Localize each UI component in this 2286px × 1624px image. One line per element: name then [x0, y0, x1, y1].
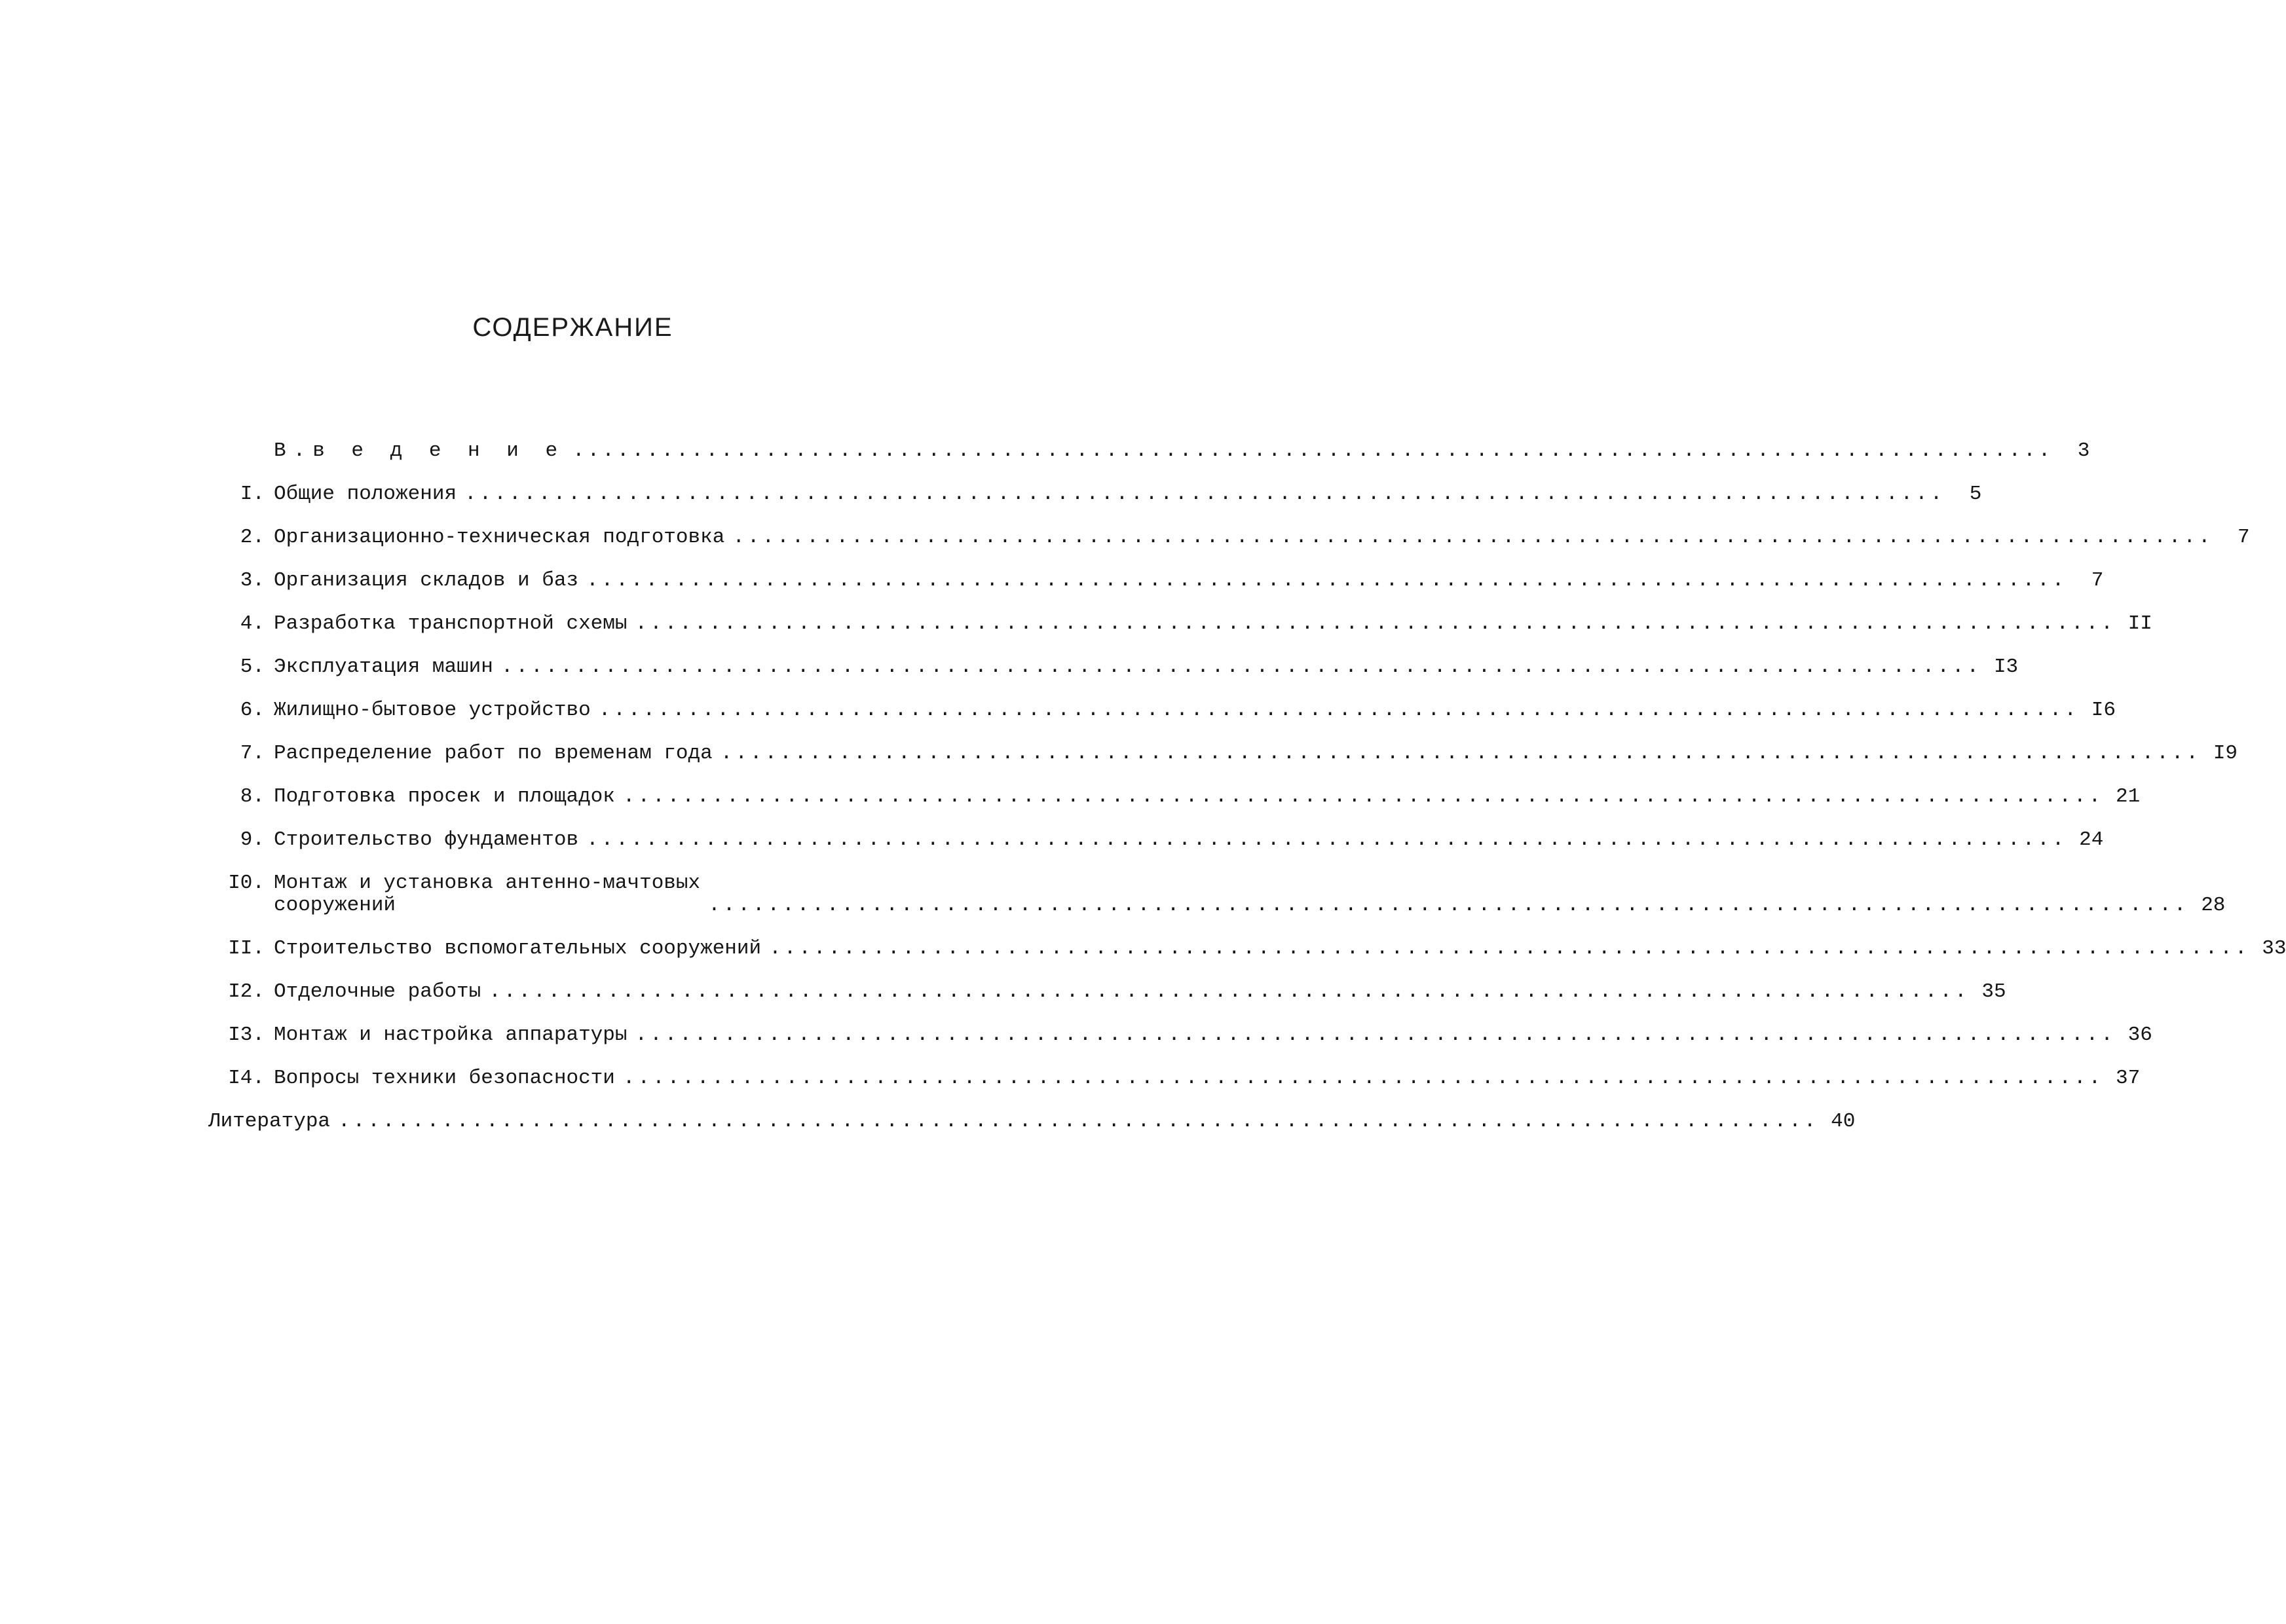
toc-entry-title: Отделочные работы — [274, 980, 481, 1003]
toc-leader-dots: .................................................................................................... — [635, 1024, 2116, 1046]
toc-leader-dots: .................................................................................................... — [464, 483, 1945, 506]
toc-leader-dots: .................................................................................................... — [586, 569, 2067, 592]
toc-entry-number: 5. — [240, 655, 265, 678]
toc-leader-dots: .................................................................................................... — [769, 937, 2250, 960]
toc-entry-title: Строительство фундаментов — [274, 828, 579, 851]
table-of-contents — [208, 419, 2286, 1133]
toc-entry-page: 33 — [2262, 937, 2286, 960]
toc-entry-title: Эксплуатация машин — [274, 655, 493, 678]
toc-leader-dots: .................................................................................................... — [500, 655, 1982, 678]
toc-entry-number: I4. — [228, 1067, 265, 1090]
toc-entry-page: 7 — [2238, 526, 2250, 549]
toc-entry-page: I6 — [2091, 699, 2116, 722]
toc-entry-title: В.в е д е н и е — [274, 439, 565, 462]
toc-entry-number: 8. — [240, 785, 265, 808]
toc-entry-number: I3. — [228, 1024, 265, 1046]
toc-entry-literature — [208, 1090, 1856, 1133]
toc-entry-title: Подготовка просек и площадок — [274, 785, 615, 808]
toc-leader-dots: .................................................................................................... — [489, 980, 1970, 1003]
toc-entry-title: Организационно-техническая подготовка — [274, 526, 725, 549]
toc-entry-number: I2. — [228, 980, 265, 1003]
toc-entry-title: Общие положения — [274, 483, 457, 506]
toc-leader-dots: .................................................................................................... — [338, 1110, 1819, 1133]
toc-entry-page: 7 — [2091, 569, 2104, 592]
toc-leader-dots: .................................................................................................... — [586, 828, 2067, 851]
toc-entry-6 — [208, 678, 2116, 722]
toc-entry-14 — [208, 1046, 2141, 1090]
toc-entry-page: 21 — [2115, 785, 2141, 808]
toc-entry-number: 4. — [240, 612, 265, 635]
toc-entry-5 — [208, 635, 2019, 678]
toc-entry-12 — [208, 960, 2006, 1003]
toc-entry-2 — [208, 506, 2250, 549]
toc-entry-1 — [208, 462, 1982, 506]
toc-entry-11 — [208, 917, 2286, 960]
toc-entry-3 — [208, 549, 2104, 592]
toc-entry-title: Монтаж и установка антенно-мачтовых — [274, 872, 701, 895]
toc-entry-page: I3 — [1993, 655, 2019, 678]
toc-entry-number: 2. — [240, 526, 265, 549]
toc-entry-title: Литература — [208, 1110, 331, 1133]
toc-entry-title: Строительство вспомогательных сооружений — [274, 937, 762, 960]
toc-entry-number: 9. — [240, 828, 265, 851]
toc-leader-dots: .................................................................................................... — [622, 785, 2104, 808]
toc-entry-page: 3 — [2077, 439, 2090, 462]
toc-entry-7 — [208, 722, 2238, 765]
toc-entry-page: 28 — [2201, 894, 2226, 917]
toc-entry-number: I. — [240, 483, 265, 506]
toc-entry-number: II. — [228, 937, 265, 960]
toc-entry-page: 36 — [2127, 1024, 2152, 1046]
toc-entry-introduction — [208, 419, 2090, 462]
toc-entry-number: 7. — [240, 742, 265, 765]
toc-leader-dots: .................................................................................................... — [635, 612, 2116, 635]
toc-leader-dots: .................................................................................................... — [622, 1067, 2104, 1090]
toc-entry-page: 37 — [2115, 1067, 2141, 1090]
toc-leader-dots: .................................................................................................... — [732, 526, 2213, 549]
toc-entry-page: 5 — [1969, 483, 1982, 506]
toc-entry-10 — [208, 851, 2226, 917]
toc-entry-page: II — [2127, 612, 2152, 635]
toc-entry-13 — [208, 1003, 2152, 1046]
toc-entry-title: Организация складов и баз — [274, 569, 579, 592]
toc-leader-dots: .................................................................................................... — [598, 699, 2079, 722]
toc-entry-number: 3. — [240, 569, 265, 592]
page-title: СОДЕРЖАНИЕ — [472, 313, 673, 342]
toc-entry-title: Вопросы техники безопасности — [274, 1067, 615, 1090]
toc-leader-dots: .................................................................................................... — [708, 894, 2189, 917]
toc-entry-title: Разработка транспортной схемы — [274, 612, 628, 635]
toc-entry-number: I0. — [228, 872, 265, 895]
toc-entry-number: 6. — [240, 699, 265, 722]
toc-entry-4 — [208, 592, 2152, 635]
toc-entry-title-continuation: сооружений — [274, 894, 396, 917]
toc-entry-title: Распределение работ по временам года — [274, 742, 713, 765]
toc-entry-page: 24 — [2079, 828, 2104, 851]
toc-entry-9 — [208, 808, 2104, 851]
toc-leader-dots: .................................................................................................... — [572, 439, 2053, 462]
toc-entry-8 — [208, 765, 2141, 808]
toc-leader-dots: .................................................................................................... — [720, 742, 2202, 765]
toc-entry-page: 40 — [1831, 1110, 1856, 1133]
toc-entry-title: Монтаж и настройка аппаратуры — [274, 1024, 628, 1046]
toc-entry-page: 35 — [1981, 980, 2006, 1003]
toc-entry-page: I9 — [2213, 742, 2238, 765]
toc-entry-title: Жилищно-бытовое устройство — [274, 699, 591, 722]
